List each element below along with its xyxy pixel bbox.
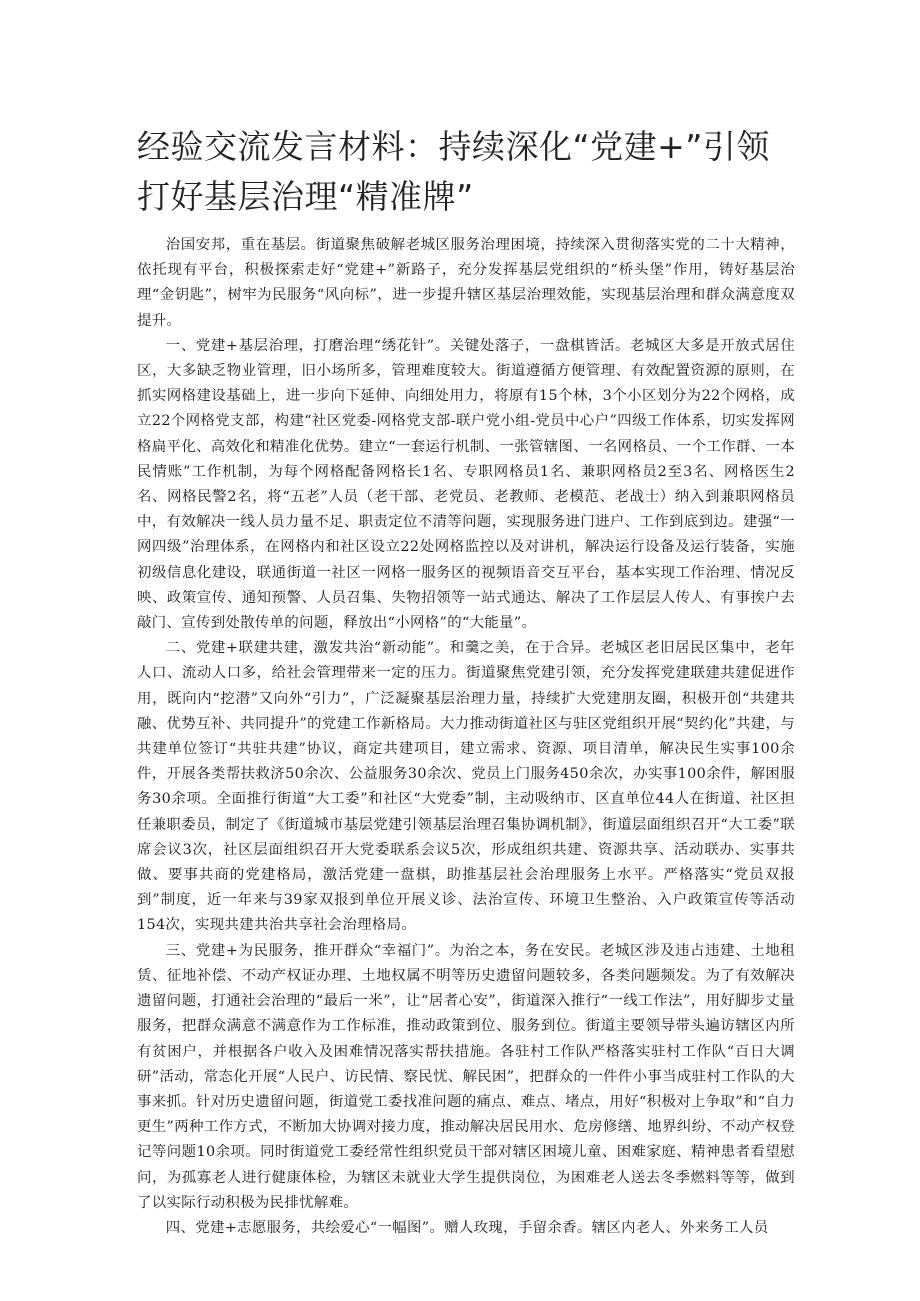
paragraph-section-1: 一、党建+基层治理，打磨治理“绣花针”。关键处落子，一盘棋皆活。老城区大多是开放式居住区，大多缺乏物业管理，旧小场所多，管理难度较大。街道遵循方便管理、有效配置资源的原则，在抓实网格建设基础上，进一步向下延伸、向细处用力，将原有15个林，3个小区划分为22个网格，成立22个网格党支部，构建“社区党委-网格党支部-联户党小组-党员中心户”四级工作体系，切实发挥网格扁平化、高效化和精准化优势。建立“一套运行机制、一张管辖图、一名网格员、一个工作群、一本民情账”工作机制，为每个网格配备网格长1名、专职网格员1名、兼职网格员2至3名、网格医生2名、网格民警2名，将“五老”人员（老干部、老党员、老教师、老模范、老战士）纳入到兼职网格员中，有效解决一线人员力量不足、职责定位不清等问题，实现服务进门进户、工作到底到边。建强“一网四级”治理体系，在网格内和社区设立22处网格监控以及对讲机，解决运行设备及运行装备，实施初级信息化建设，联通街道一社区一网格一服务区的视频语音交互平台，基本实现工作治理、情况反映、政策宣传、通知预警、人员召集、失物招领等一站式通达、解决了工作层层人传人、有事挨户去敲门、宣传到处散传单的问题，释放出“小网格”的“大能量”。 — [137, 337, 795, 632]
paragraph-section-3: 三、党建+为民服务，推开群众“幸福门”。为治之本，务在安民。老城区涉及违占违建、土地租赁、征地补偿、不动产权证办理、土地权属不明等历史遗留问题较多，各类问题频发。为了有效解决遗留问题，打通社会治理的“最后一米”，让“居者心安”，街道深入推行“一线工作法”，用好脚步丈量服务，把群众满意不满意作为工作标准，推动政策到位、服务到位。街道主要领导带头遍访辖区内所有贫困户，并根据各户收入及困难情况落实帮扶措施。各驻村工作队严格落实驻村工作队“百日大调研”活动，常态化开展“人民户、访民情、察民忧、解民困”，把群众的一件件小事当成驻村工作队的大事来抓。针对历史遗留问题，街道党工委找准问题的痛点、难点、堵点，用好“积极对上争取”和“自力更生”两种工作方式，不断加大协调对接力度，推动解决居民用水、危房修缮、地界纠纷、不动产权登记等问题10余项。同时街道党工委经常性组织党员干部对辖区困境儿童、困难家庭、精神患者看望慰问，为孤寡老人进行健康体检，为辖区未就业大学生提供岗位，为困难老人送去冬季燃料等等，做到了以实际行动积极为民排忧解难。 — [137, 942, 795, 1211]
paragraph-section-4: 四、党建+志愿服务，共绘爱心“一幅图”。赠人玫瑰，手留余香。辖区内老人、外来务工人员 — [165, 1219, 769, 1236]
document-body — [137, 233, 795, 1241]
document-title: 经验交流发言材料：持续深化“党建+”引领打好基层治理“精准牌” — [137, 127, 770, 216]
paragraph-section-2: 二、党建+联建共建，激发共治“新动能”。和羹之美，在于合异。老城区老旧居民区集中，老年人口、流动人口多，给社会管理带来一定的压力。街道聚焦党建引领，充分发挥党建联建共建促进作用，既向内“挖潜”又向外“引力”，广泛凝聚基层治理力量，持续扩大党建朋友圈，积极开创“共建共融、优势互补、共同提升”的党建工作新格局。大力推动街道社区与驻区党组织开展“契约化”共建，与共建单位签订“共驻共建”协议，商定共建项目，建立需求、资源、项目清单，解决民生实事100余件，开展各类帮扶救济50余次、公益服务30余次、党员上门服务450余次，办实事100余件，解困服务30余项。全面推行街道“大工委”和社区“大党委”制，主动吸纳市、区直单位44人在街道、社区担任兼职委员，制定了《街道城市基层党建引领基层治理召集协调机制》，街道层面组织召开“大工委”联席会议3次，社区层面组织召开大党委联系会议5次，形成组织共建、资源共享、活动联办、实事共做、要事共商的党建格局，激活党建一盘棋，助推基层社会治理服务上水平。严格落实“党员双报到”制度，近一年来与39家双报到单位开展义诊、法治宣传、环境卫生整治、入户政策宣传等活动154次，实现共建共治共享社会治理格局。 — [137, 640, 795, 934]
paragraph-intro: 治国安邦，重在基层。街道聚焦破解老城区服务治理困境，持续深入贯彻落实党的二十大精神，依托现有平台，积极探索走好“党建+”新路子，充分发挥基层党组织的“桥头堡”作用，铸好基层治理“金钥匙”，树牢为民服务“风向标”，进一步提升辖区基层治理效能，实现基层治理和群众满意度双提升。 — [137, 237, 795, 329]
